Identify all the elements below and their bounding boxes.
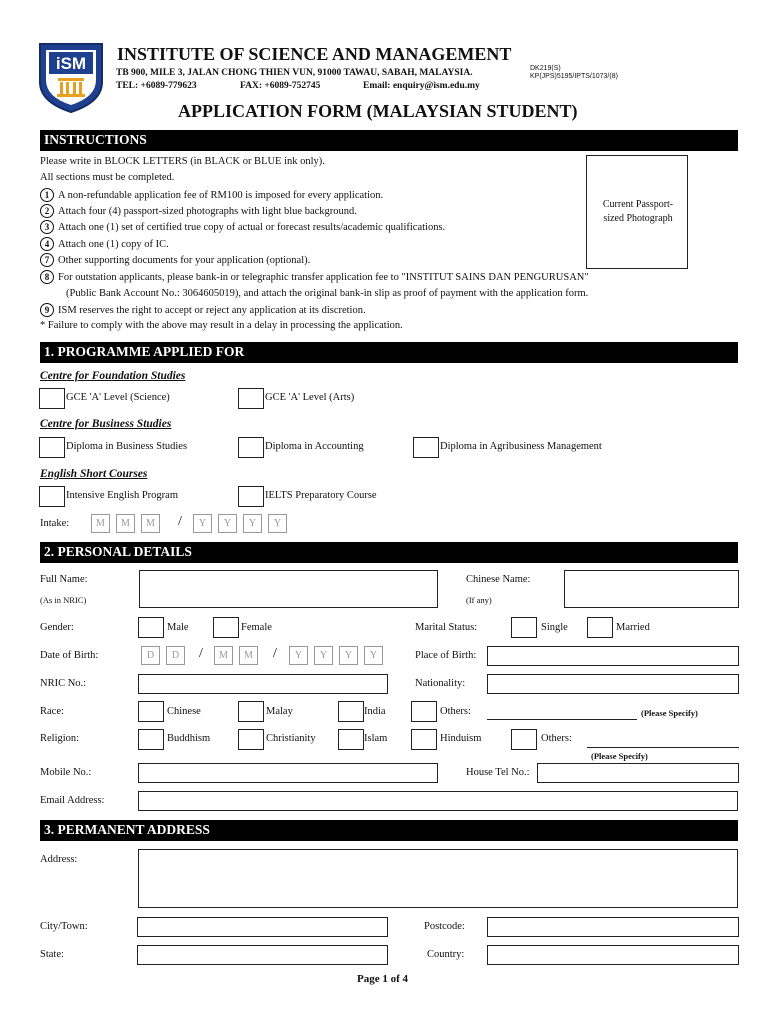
- gender-label: Gender:: [40, 622, 74, 633]
- religion-others-line[interactable]: [587, 747, 739, 748]
- religion-hinduism-label: Hinduism: [440, 733, 482, 744]
- house-tel-field[interactable]: [537, 763, 739, 783]
- race-label: Race:: [40, 706, 64, 717]
- dob-month-cell[interactable]: M: [214, 646, 233, 665]
- address-label: Address:: [40, 854, 78, 865]
- religion-please-specify: (Please Specify): [591, 751, 648, 761]
- nationality-field[interactable]: [487, 674, 739, 694]
- checkbox-ielts[interactable]: [238, 486, 264, 507]
- race-chinese-label: Chinese: [167, 706, 201, 717]
- date-separator: /: [199, 646, 203, 661]
- option-diploma-business: Diploma in Business Studies: [66, 441, 188, 452]
- option-diploma-accounting: Diploma in Accounting: [265, 441, 364, 452]
- circled-number: 8: [40, 270, 54, 284]
- religion-islam-label: Islam: [364, 733, 388, 744]
- circled-number: 7: [40, 253, 54, 267]
- foundation-heading: Centre for Foundation Studies: [40, 370, 186, 382]
- pob-field[interactable]: [487, 646, 739, 666]
- dob-year-cell[interactable]: Y: [314, 646, 333, 665]
- nationality-label: Nationality:: [415, 678, 466, 689]
- checkbox-diploma-agribusiness[interactable]: [413, 437, 439, 458]
- checkbox-religion-hinduism[interactable]: [411, 729, 437, 750]
- option-gce-science: GCE 'A' Level (Science): [66, 392, 170, 403]
- checkbox-religion-christianity[interactable]: [238, 729, 264, 750]
- pob-label: Place of Birth:: [415, 650, 477, 661]
- chinese-name-field[interactable]: [564, 570, 739, 608]
- institute-fax: FAX: +6089-752745: [240, 81, 321, 91]
- checkbox-gce-arts[interactable]: [238, 388, 264, 409]
- circled-number: 9: [40, 303, 54, 317]
- failure-note: * Failure to comply with the above may result in a delay in processing the application.: [40, 320, 403, 331]
- email-label: Email Address:: [40, 795, 105, 806]
- marital-status-label: Marital Status:: [415, 622, 478, 633]
- intake-year-cell[interactable]: Y: [243, 514, 262, 533]
- country-field[interactable]: [487, 945, 739, 965]
- circled-number: 4: [40, 237, 54, 251]
- intake-label: Intake:: [40, 518, 70, 529]
- checkbox-race-india[interactable]: [338, 701, 364, 722]
- intake-year-cell[interactable]: Y: [218, 514, 237, 533]
- institute-address: TB 900, MILE 3, JALAN CHONG THIEN VUN, 91000 TAWAU, SABAH, MALAYSIA.: [116, 68, 473, 78]
- address-field[interactable]: [138, 849, 738, 908]
- dob-day-cell[interactable]: D: [166, 646, 185, 665]
- option-intensive-english: Intensive English Program: [66, 490, 178, 501]
- as-in-nric-note: (As in NRIC): [40, 595, 87, 605]
- instruction-item: [40, 204, 357, 218]
- mobile-field[interactable]: [138, 763, 438, 783]
- checkbox-male[interactable]: [138, 617, 164, 638]
- checkbox-female[interactable]: [213, 617, 239, 638]
- dob-year-cell[interactable]: Y: [364, 646, 383, 665]
- intake-year-cell[interactable]: Y: [268, 514, 287, 533]
- instruction-intro-1: Please write in BLOCK LETTERS (in BLACK or BLUE ink only).: [40, 156, 325, 167]
- postcode-field[interactable]: [487, 917, 739, 937]
- checkbox-single[interactable]: [511, 617, 537, 638]
- instruction-text: Other supporting documents for your application (optional).: [58, 255, 311, 266]
- page-number: Page 1 of 4: [357, 973, 409, 985]
- checkbox-race-others[interactable]: [411, 701, 437, 722]
- date-separator: /: [273, 646, 277, 661]
- female-label: Female: [241, 622, 272, 633]
- instructions-header: INSTRUCTIONS: [40, 130, 738, 151]
- instruction-text: A non-refundable application fee of RM100 is imposed for every application.: [58, 190, 384, 201]
- male-label: Male: [167, 622, 189, 633]
- instruction-text: Attach one (1) set of certified true copy of actual or forecast results/academic qualifications.: [58, 222, 446, 233]
- english-heading: English Short Courses: [40, 468, 148, 480]
- race-others-label: Others:: [440, 706, 471, 717]
- checkbox-race-malay[interactable]: [238, 701, 264, 722]
- instruction-item: [40, 188, 383, 202]
- race-others-line[interactable]: [487, 719, 637, 720]
- institute-email: Email: enquiry@ism.edu.my: [363, 81, 480, 91]
- religion-others-label: Others:: [541, 733, 572, 744]
- city-label: City/Town:: [40, 921, 88, 932]
- if-any-note: (If any): [466, 595, 492, 605]
- registration-code-1: DK219(S): [530, 65, 561, 72]
- religion-buddhism-label: Buddhism: [167, 733, 211, 744]
- instruction-item: [40, 220, 445, 234]
- mobile-label: Mobile No.:: [40, 767, 92, 778]
- dob-label: Date of Birth:: [40, 650, 99, 661]
- instruction-text: For outstation applicants, please bank-in or telegraphic transfer application fee to "INSTITUT SAINS DAN PENGURUSAN": [58, 272, 589, 283]
- circled-number: 1: [40, 188, 54, 202]
- checkbox-married[interactable]: [587, 617, 613, 638]
- email-field[interactable]: [138, 791, 738, 811]
- nric-field[interactable]: [138, 674, 388, 694]
- checkbox-race-chinese[interactable]: [138, 701, 164, 722]
- single-label: Single: [541, 622, 568, 633]
- intake-month-cell[interactable]: M: [141, 514, 160, 533]
- option-gce-arts: GCE 'A' Level (Arts): [265, 392, 355, 403]
- institute-logo: [38, 42, 104, 114]
- country-label: Country:: [427, 949, 465, 960]
- intake-year-cell[interactable]: Y: [193, 514, 212, 533]
- intake-month-cell[interactable]: M: [116, 514, 135, 533]
- date-separator: /: [178, 514, 182, 529]
- full-name-label: Full Name:: [40, 574, 88, 585]
- registration-code-2: KP(JPS)5195/IPTS/1073/(8): [530, 73, 618, 80]
- dob-day-cell[interactable]: D: [141, 646, 160, 665]
- instruction-item-8-continued: (Public Bank Account No.: 3064605019), and attach the original bank-in slip as proof of payment with the application form.: [66, 288, 589, 299]
- business-heading: Centre for Business Studies: [40, 418, 172, 430]
- section-personal-header: 2. PERSONAL DETAILS: [40, 542, 738, 563]
- instruction-item: [40, 303, 366, 317]
- religion-christianity-label: Christianity: [266, 733, 316, 744]
- intake-month-cell[interactable]: M: [91, 514, 110, 533]
- dob-month-cell[interactable]: M: [239, 646, 258, 665]
- checkbox-religion-islam[interactable]: [338, 729, 364, 750]
- circled-number: 2: [40, 204, 54, 218]
- full-name-field[interactable]: [139, 570, 438, 608]
- institute-name: INSTITUTE OF SCIENCE AND MANAGEMENT: [117, 44, 512, 64]
- race-please-specify: (Please Specify): [641, 708, 698, 718]
- instruction-intro-2: All sections must be completed.: [40, 172, 175, 183]
- circled-number: 3: [40, 220, 54, 234]
- house-tel-label: House Tel No.:: [466, 767, 530, 778]
- postcode-label: Postcode:: [424, 921, 465, 932]
- instruction-item: [40, 237, 169, 251]
- dob-year-cell[interactable]: Y: [289, 646, 308, 665]
- city-field[interactable]: [137, 917, 388, 937]
- instruction-item: [40, 270, 589, 284]
- instruction-text: Attach one (1) copy of IC.: [58, 239, 169, 250]
- checkbox-diploma-accounting[interactable]: [238, 437, 264, 458]
- photo-label: Current Passport-sized Photograph: [602, 199, 674, 224]
- option-ielts: IELTS Preparatory Course: [265, 490, 377, 501]
- logo-text: iSM: [55, 54, 87, 73]
- state-label: State:: [40, 949, 64, 960]
- married-label: Married: [616, 622, 650, 633]
- checkbox-gce-science[interactable]: [39, 388, 65, 409]
- checkbox-diploma-business[interactable]: [39, 437, 65, 458]
- section-programme-header: 1. PROGRAMME APPLIED FOR: [40, 342, 738, 363]
- religion-label: Religion:: [40, 733, 80, 744]
- race-india-label: India: [364, 706, 386, 717]
- institute-tel: TEL: +6089-779623: [116, 81, 197, 91]
- instruction-item: [40, 253, 310, 267]
- section-address-header: 3. PERMANENT ADDRESS: [40, 820, 738, 841]
- checkbox-religion-others[interactable]: [511, 729, 537, 750]
- form-title: APPLICATION FORM (MALAYSIAN STUDENT): [178, 101, 578, 121]
- state-field[interactable]: [137, 945, 388, 965]
- option-diploma-agribusiness: Diploma in Agribusiness Management: [440, 441, 602, 452]
- checkbox-intensive-english[interactable]: [39, 486, 65, 507]
- instruction-text: Attach four (4) passport-sized photographs with light blue background.: [58, 206, 357, 217]
- checkbox-religion-buddhism[interactable]: [138, 729, 164, 750]
- race-malay-label: Malay: [266, 706, 293, 717]
- chinese-name-label: Chinese Name:: [466, 574, 531, 585]
- nric-label: NRIC No.:: [40, 678, 87, 689]
- dob-year-cell[interactable]: Y: [339, 646, 358, 665]
- instruction-text: ISM reserves the right to accept or reject any application at its discretion.: [58, 305, 366, 316]
- photo-box: [586, 155, 688, 269]
